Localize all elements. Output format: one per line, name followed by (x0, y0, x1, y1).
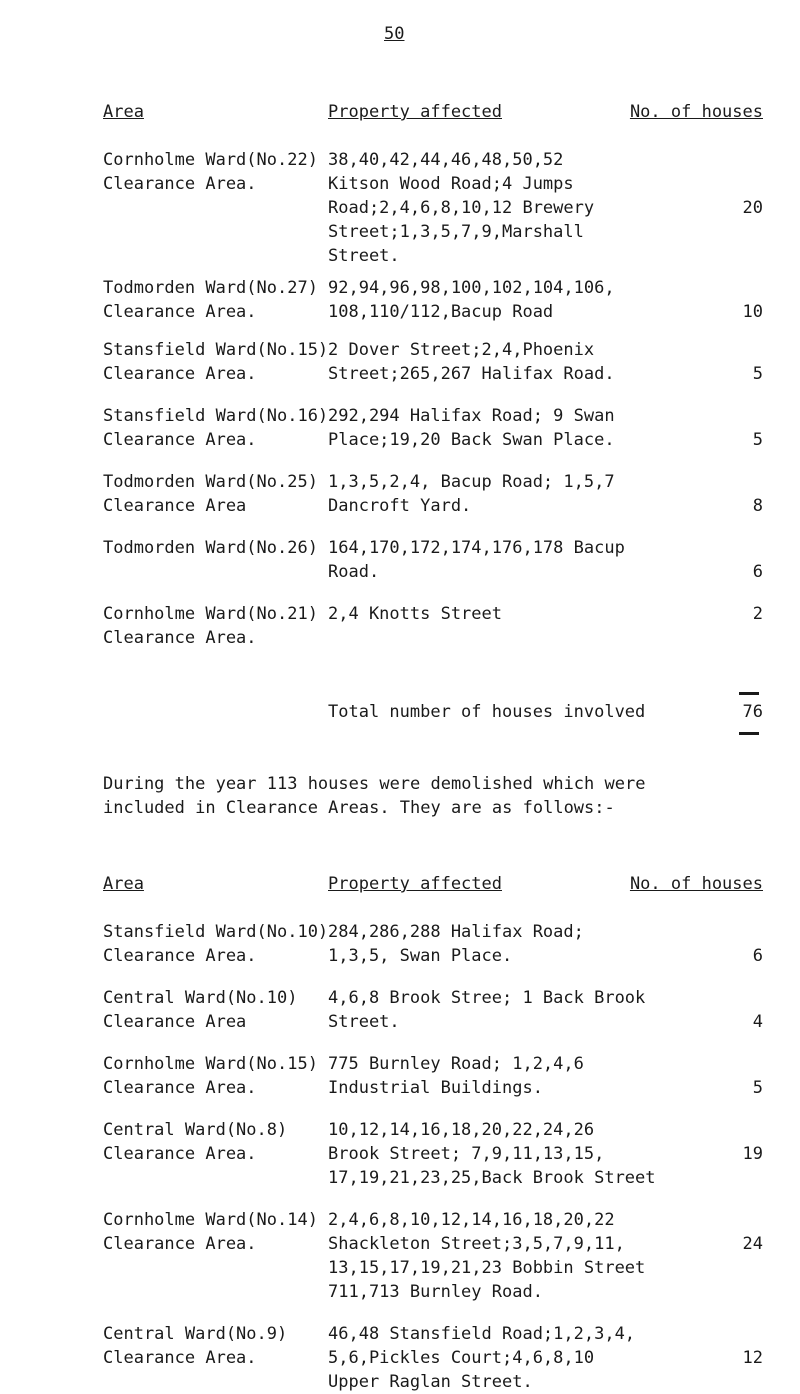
property-cell: 1,3,5,2,4, Bacup Road; 1,5,7 Dancroft Yard. (328, 472, 615, 516)
property-cell: 92,94,96,98,100,102,104,106, 108,110/112,Bacup Road (328, 278, 615, 322)
property-cell: 38,40,42,44,46,48,50,52 Kitson Wood Road;4 Jumps Road;2,4,6,8,10,12 Brewery Street;1,3,5,7,9,Marshall Street. (328, 150, 595, 266)
area-cell: Stansfield Ward(No.15) Clearance Area. (103, 340, 329, 384)
houses-cell: 8 (752, 496, 763, 516)
houses-cell: 24 (742, 1234, 763, 1254)
houses-cell: 12 (742, 1348, 763, 1368)
table-header (103, 872, 763, 900)
houses-cell: 4 (752, 1012, 763, 1032)
houses-cell: 10 (742, 302, 763, 322)
houses-cell: 5 (752, 1078, 763, 1098)
property-cell: 4,6,8 Brook Stree; 1 Back Brook Street. (328, 988, 646, 1032)
total-label: Total number of houses involved (328, 702, 646, 722)
header-houses: No. of houses (629, 874, 763, 894)
area-cell: Cornholme Ward(No.22) Clearance Area. (103, 150, 318, 194)
area-cell: Cornholme Ward(No.15) Clearance Area. (103, 1054, 318, 1098)
header-area: Area (103, 102, 144, 122)
area-cell: Stansfield Ward(No.16) Clearance Area. (103, 406, 329, 450)
property-cell: 284,286,288 Halifax Road; 1,3,5, Swan Place. (328, 922, 584, 966)
area-cell: Cornholme Ward(No.21) Clearance Area. (103, 604, 318, 648)
houses-cell: 5 (752, 430, 763, 450)
header-houses: No. of houses (629, 102, 763, 122)
header-area: Area (103, 874, 144, 894)
demolition-paragraph: During the year 113 houses were demolished which were included in Clearance Areas. They are as follows:- (103, 774, 646, 818)
table-header (103, 100, 763, 128)
page-number: 50 (384, 24, 405, 44)
property-cell: 10,12,14,16,18,20,22,24,26 Brook Street; 7,9,11,13,15, 17,19,21,23,25,Back Brook Street (328, 1120, 656, 1188)
area-cell: Stansfield Ward(No.10) Clearance Area. (103, 922, 329, 966)
property-cell: 2,4,6,8,10,12,14,16,18,20,22 Shackleton Street;3,5,7,9,11, 13,15,17,19,21,23 Bobbin Street 711,713 Burnley Road. (328, 1210, 646, 1302)
total-rule-top (739, 692, 759, 695)
property-cell: 46,48 Stansfield Road;1,2,3,4, 5,6,Pickles Court;4,6,8,10 Upper Raglan Street. (328, 1324, 636, 1392)
header-property: Property affected (328, 874, 502, 894)
houses-cell: 5 (752, 364, 763, 384)
houses-cell: 20 (742, 198, 763, 218)
property-cell: 164,170,172,174,176,178 Bacup Road. (328, 538, 625, 582)
houses-cell: 6 (752, 946, 763, 966)
total-value: 76 (742, 702, 763, 722)
total-rule-bottom (739, 732, 759, 735)
area-cell: Todmorden Ward(No.27) Clearance Area. (103, 278, 318, 322)
area-cell: Central Ward(No.10) Clearance Area (103, 988, 298, 1032)
area-cell: Todmorden Ward(No.26) (103, 538, 318, 558)
property-cell: 775 Burnley Road; 1,2,4,6 Industrial Buildings. (328, 1054, 584, 1098)
property-cell: 2,4 Knotts Street (328, 604, 502, 624)
houses-cell: 6 (752, 562, 763, 582)
area-cell: Todmorden Ward(No.25) Clearance Area (103, 472, 318, 516)
clearance-table-1 (103, 100, 763, 648)
property-cell: 292,294 Halifax Road; 9 Swan Place;19,20 Back Swan Place. (328, 406, 615, 450)
area-cell: Cornholme Ward(No.14) Clearance Area. (103, 1210, 318, 1254)
houses-cell: 2 (752, 604, 763, 624)
area-cell: Central Ward(No.9) Clearance Area. (103, 1324, 288, 1368)
property-cell: 2 Dover Street;2,4,Phoenix Street;265,267 Halifax Road. (328, 340, 615, 384)
houses-cell: 19 (742, 1144, 763, 1164)
area-cell: Central Ward(No.8) Clearance Area. (103, 1120, 288, 1164)
clearance-table-2 (103, 872, 763, 1392)
header-property: Property affected (328, 102, 502, 122)
